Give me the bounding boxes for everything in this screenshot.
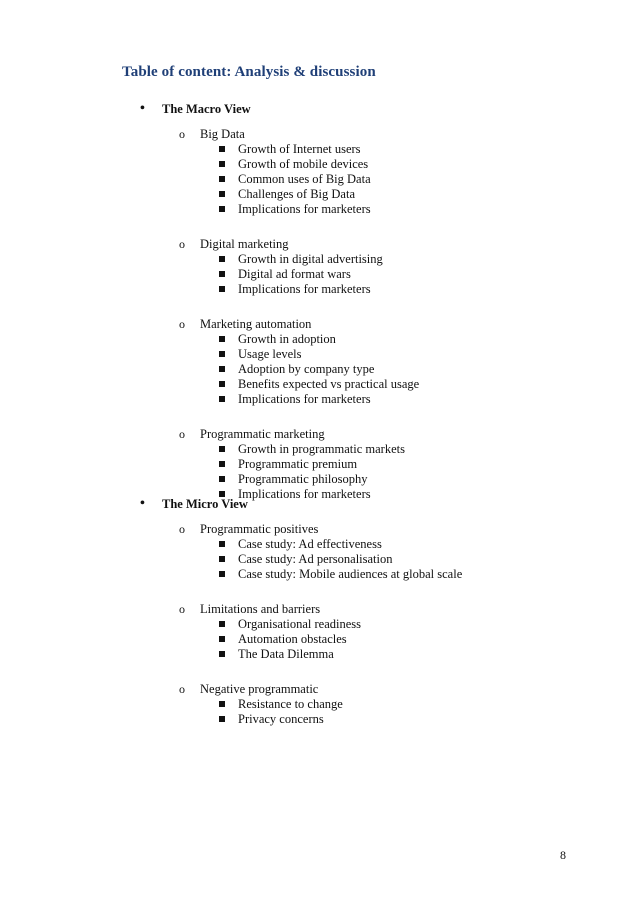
square-bullet-icon [219,636,225,642]
toc-item [0,377,638,392]
subsection-heading [0,317,638,332]
square-bullet-icon [219,651,225,657]
square-bullet-icon [219,541,225,547]
square-bullet-icon [219,381,225,387]
subsection-label: Negative programmatic [200,682,319,696]
toc-item-label: Benefits expected vs practical usage [238,377,420,391]
toc-item-label: Growth of Internet users [238,142,361,156]
toc-item [0,632,638,647]
toc-item [0,537,638,552]
toc-item-label: Case study: Ad personalisation [238,552,393,566]
toc-subsection [0,317,638,407]
toc-item-label: Growth of mobile devices [238,157,369,171]
toc-subsection [0,127,638,217]
section-groups [0,127,638,502]
circle-bullet-icon: o [179,127,185,141]
toc-section [0,101,638,502]
toc-item-label: Growth in digital advertising [238,252,383,266]
toc-item [0,267,638,282]
section-heading [0,101,638,117]
subsection-heading [0,602,638,617]
toc-subsection [0,522,638,582]
toc-subsection [0,682,638,727]
subsection-label: Big Data [200,127,245,141]
square-bullet-icon [219,161,225,167]
square-bullet-icon [219,336,225,342]
subsection-label: Digital marketing [200,237,289,251]
toc-item-label: Programmatic philosophy [238,472,368,486]
toc-item-label: Implications for marketers [238,202,371,216]
toc-subsection [0,237,638,297]
subsection-heading [0,522,638,537]
toc-item [0,472,638,487]
square-bullet-icon [219,716,225,722]
toc-item [0,457,638,472]
bullet-icon: • [140,101,145,116]
subsection-label: Marketing automation [200,317,312,331]
toc-item-label: Usage levels [238,347,302,361]
circle-bullet-icon: o [179,237,185,251]
square-bullet-icon [219,366,225,372]
square-bullet-icon [219,446,225,452]
bullet-icon: • [140,496,145,511]
toc-item-label: Resistance to change [238,697,343,711]
toc-item-label: Privacy concerns [238,712,324,726]
toc-item-label: Implications for marketers [238,487,371,501]
toc-item [0,347,638,362]
square-bullet-icon [219,396,225,402]
square-bullet-icon [219,461,225,467]
toc-item-label: The Data Dilemma [238,647,334,661]
toc-item [0,362,638,377]
toc-item-label: Automation obstacles [238,632,347,646]
toc-item [0,187,638,202]
toc-item [0,567,638,582]
subsection-label: Programmatic marketing [200,427,325,441]
circle-bullet-icon: o [179,602,185,616]
toc-item-label: Case study: Ad effectiveness [238,537,382,551]
square-bullet-icon [219,621,225,627]
toc-item-label: Growth in adoption [238,332,336,346]
toc-item [0,647,638,662]
toc-item [0,172,638,187]
subsection-heading [0,127,638,142]
circle-bullet-icon: o [179,427,185,441]
square-bullet-icon [219,571,225,577]
toc-subsection [0,602,638,662]
toc-item-label: Digital ad format wars [238,267,351,281]
toc-item [0,712,638,727]
toc-item [0,697,638,712]
square-bullet-icon [219,351,225,357]
square-bullet-icon [219,556,225,562]
toc-item-label: Challenges of Big Data [238,187,355,201]
square-bullet-icon [219,146,225,152]
toc-item [0,252,638,267]
square-bullet-icon [219,701,225,707]
toc-item-label: Organisational readiness [238,617,361,631]
toc-subsection [0,427,638,502]
section-heading [0,496,638,512]
toc-item-label: Implications for marketers [238,392,371,406]
circle-bullet-icon: o [179,522,185,536]
subsection-heading [0,427,638,442]
toc-item [0,617,638,632]
toc-item-label: Growth in programmatic markets [238,442,405,456]
square-bullet-icon [219,271,225,277]
toc-item [0,202,638,217]
circle-bullet-icon: o [179,682,185,696]
toc-item [0,442,638,457]
circle-bullet-icon: o [179,317,185,331]
square-bullet-icon [219,476,225,482]
toc-section [0,496,638,727]
toc-item [0,282,638,297]
section-label: The Micro View [162,497,248,511]
toc-item-label: Case study: Mobile audiences at global scale [238,567,463,581]
square-bullet-icon [219,176,225,182]
toc-item-label: Programmatic premium [238,457,358,471]
toc-item-label: Common uses of Big Data [238,172,371,186]
page-number: 8 [560,848,566,862]
subsection-label: Programmatic positives [200,522,319,536]
page-title: Table of content: Analysis & discussion [122,64,376,80]
square-bullet-icon [219,206,225,212]
section-label: The Macro View [162,102,251,116]
subsection-heading [0,237,638,252]
toc-item-label: Implications for marketers [238,282,371,296]
square-bullet-icon [219,191,225,197]
toc-item [0,552,638,567]
toc-item [0,142,638,157]
subsection-heading [0,682,638,697]
toc-item [0,392,638,407]
toc-item [0,332,638,347]
toc-item-label: Adoption by company type [238,362,375,376]
square-bullet-icon [219,286,225,292]
section-groups [0,522,638,727]
square-bullet-icon [219,256,225,262]
toc-item [0,157,638,172]
subsection-label: Limitations and barriers [200,602,321,616]
